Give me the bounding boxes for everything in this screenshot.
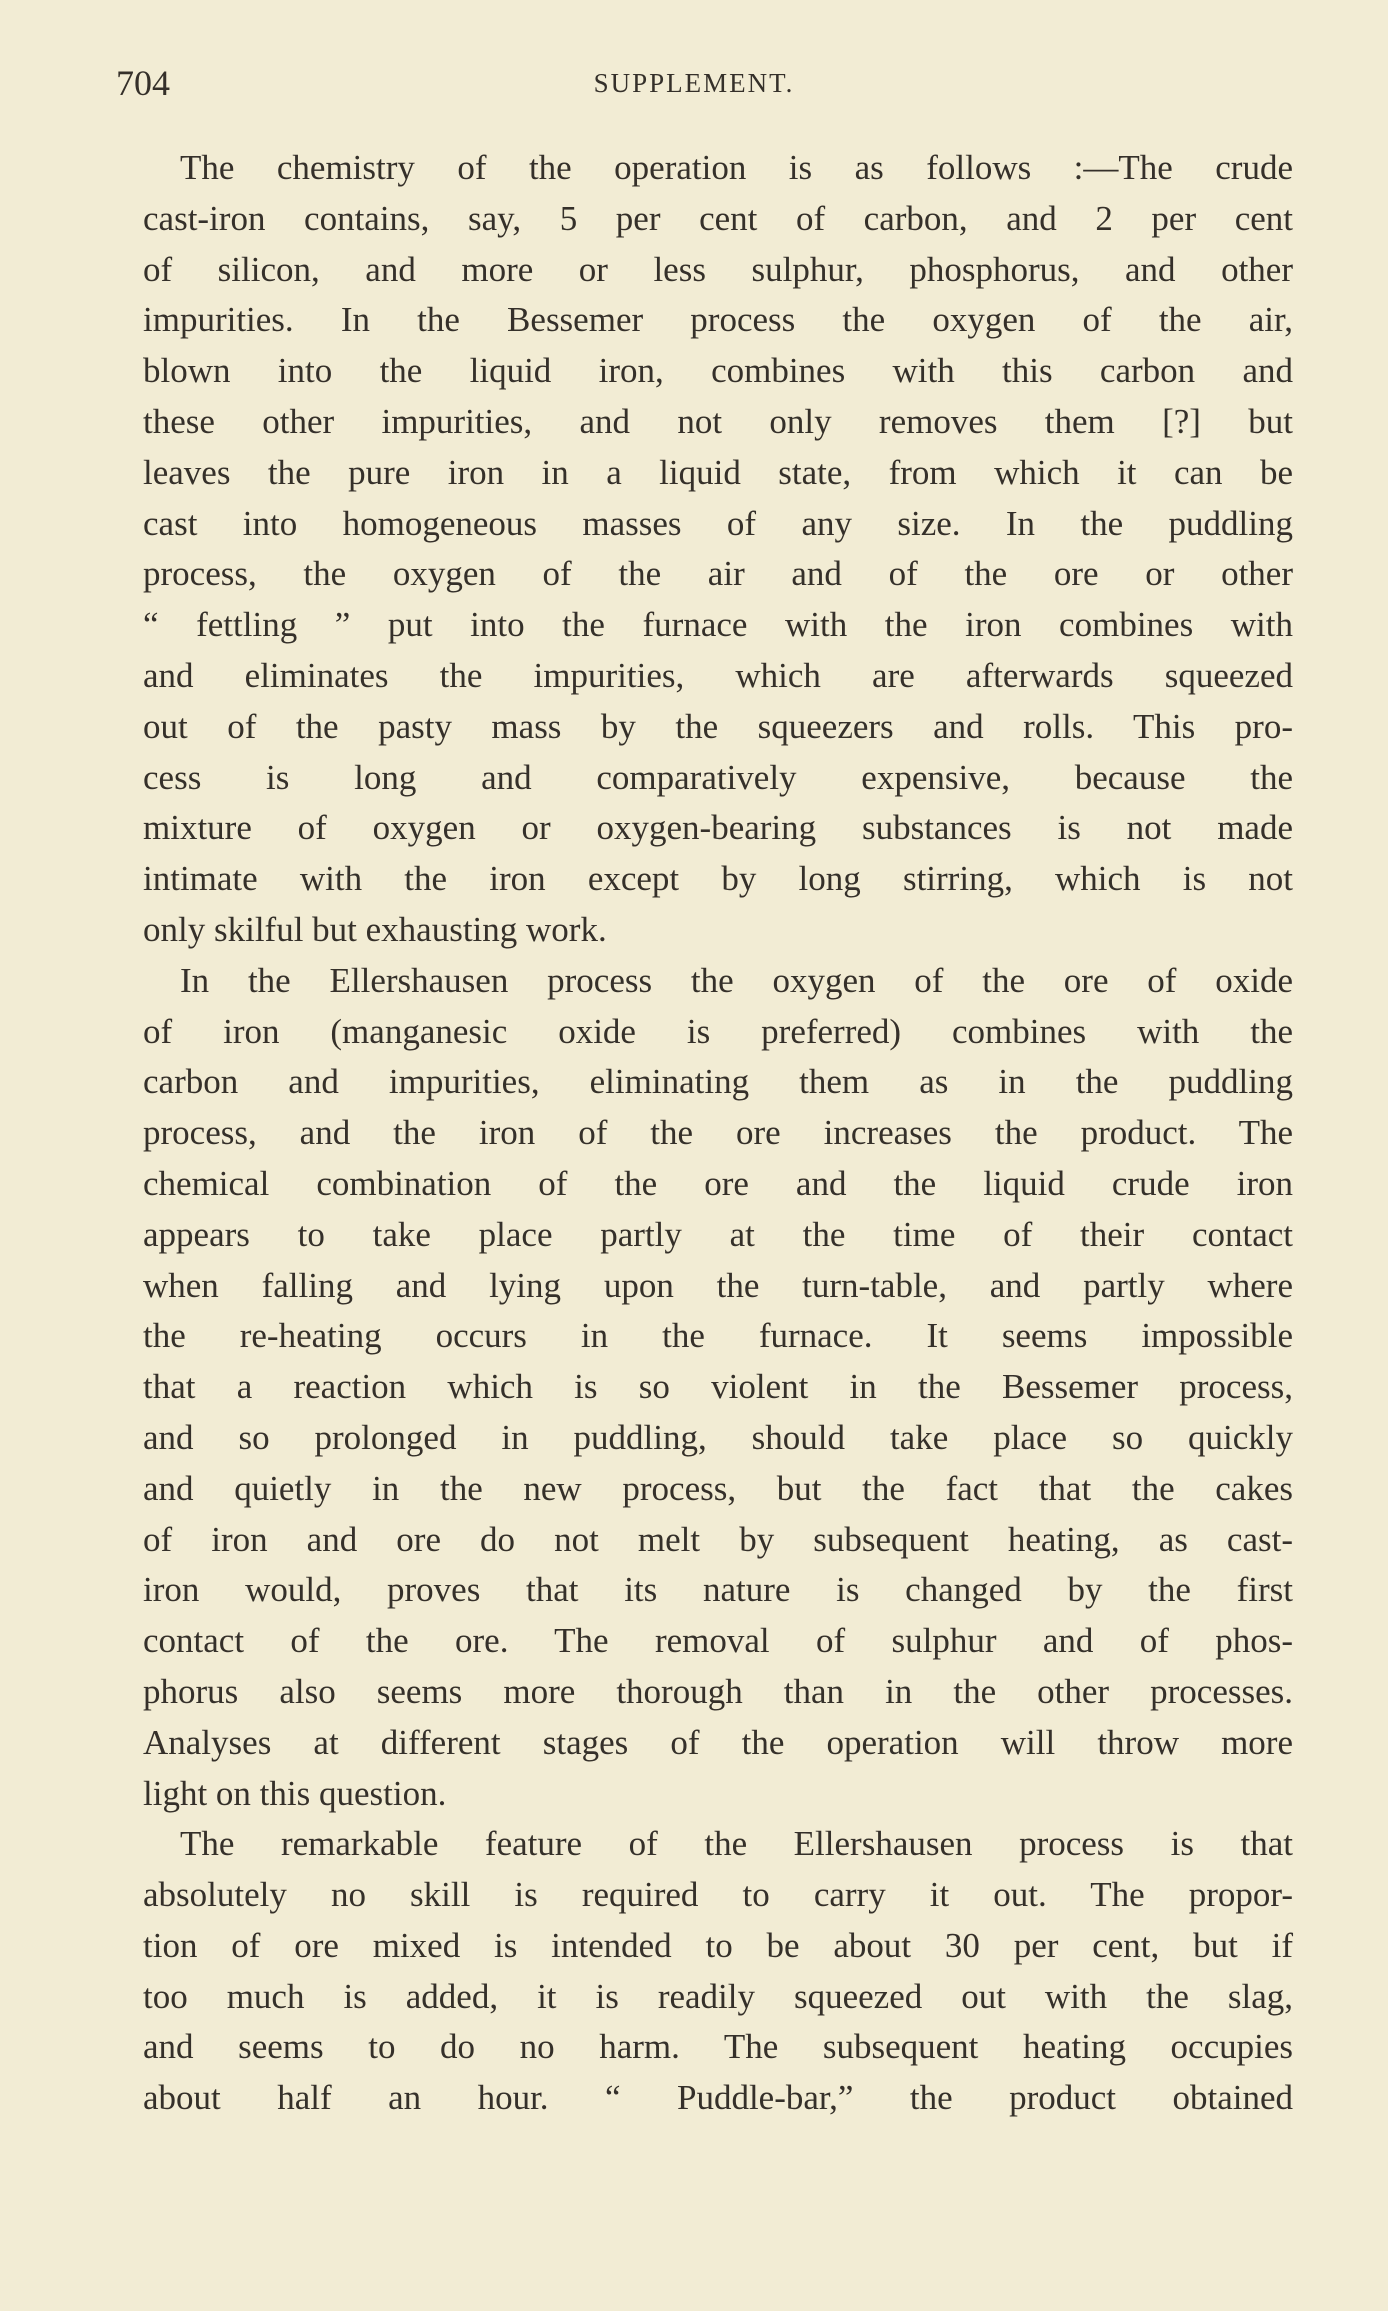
text-line: and eliminates the impurities, which are afterwards squeezed — [143, 655, 1293, 695]
text-line: In the Ellershausen process the oxygen of the ore of oxide — [180, 960, 1293, 1000]
text-line: of iron (manganesic oxide is preferred) combines with the — [143, 1011, 1293, 1051]
text-line: mixture of oxygen or oxygen-bearing substances is not made — [143, 808, 1293, 848]
text-line: that a reaction which is so violent in the Bessemer process, — [143, 1367, 1293, 1407]
text-line: “ fettling ” put into the furnace with the iron combines with — [143, 605, 1293, 645]
text-line: cast into homogeneous masses of any size. In the puddling — [143, 503, 1293, 543]
text-line: and quietly in the new process, but the fact that the cakes — [143, 1468, 1293, 1508]
text-line: only skilful but exhausting work. — [143, 909, 607, 949]
text-line: intimate with the iron except by long stirring, which is not — [143, 859, 1293, 899]
text-line: carbon and impurities, eliminating them as in the puddling — [143, 1062, 1293, 1102]
text-line: about half an hour. “ Puddle-bar,” the product obtained — [143, 2078, 1293, 2118]
text-line: appears to take place partly at the time of their contact — [143, 1214, 1293, 1254]
text-line: process, the oxygen of the air and of the ore or other — [143, 554, 1293, 594]
text-line: of silicon, and more or less sulphur, phosphorus, and other — [143, 249, 1293, 289]
text-line: tion of ore mixed is intended to be about 30 per cent, but if — [143, 1925, 1293, 1965]
text-line: impurities. In the Bessemer process the oxygen of the air, — [143, 300, 1293, 340]
text-line: out of the pasty mass by the squeezers and rolls. This pro- — [143, 706, 1293, 746]
text-line: process, and the iron of the ore increases the product. The — [143, 1113, 1293, 1153]
text-line: these other impurities, and not only removes them [?] but — [143, 401, 1293, 441]
text-line: when falling and lying upon the turn-table, and partly where — [143, 1265, 1293, 1305]
page-number: 704 — [116, 63, 170, 103]
running-title: SUPPLEMENT. — [593, 68, 795, 98]
text-line: The chemistry of the operation is as follows :—The crude — [180, 148, 1293, 187]
text-line: light on this question. — [143, 1773, 447, 1813]
text-line: blown into the liquid iron, combines with this carbon and — [143, 351, 1293, 391]
text-line: and seems to do no harm. The subsequent heating occupies — [143, 2027, 1293, 2067]
text-line: phorus also seems more thorough than in the other processes. — [143, 1671, 1293, 1711]
text-line: absolutely no skill is required to carry it out. The propor- — [143, 1875, 1293, 1915]
text-line: chemical combination of the ore and the liquid crude iron — [143, 1163, 1293, 1203]
text-line: The remarkable feature of the Ellershausen process is that — [180, 1824, 1293, 1864]
text-line: leaves the pure iron in a liquid state, from which it can be — [143, 452, 1293, 492]
text-line: Analyses at different stages of the operation will throw more — [143, 1722, 1293, 1762]
text-line: cast-iron contains, say, 5 per cent of carbon, and 2 per cent — [143, 198, 1293, 238]
text-line: too much is added, it is readily squeezed out with the slag, — [143, 1976, 1293, 2016]
text-line: iron would, proves that its nature is changed by the first — [143, 1570, 1293, 1610]
body-text — [143, 143, 1293, 2124]
text-line: contact of the ore. The removal of sulphur and of phos- — [143, 1621, 1293, 1661]
text-line: of iron and ore do not melt by subsequent heating, as cast- — [143, 1519, 1293, 1559]
text-line: the re-heating occurs in the furnace. It seems impossible — [143, 1316, 1293, 1356]
text-line: and so prolonged in puddling, should take place so quickly — [143, 1417, 1293, 1457]
text-line: cess is long and comparatively expensive, because the — [143, 757, 1293, 797]
